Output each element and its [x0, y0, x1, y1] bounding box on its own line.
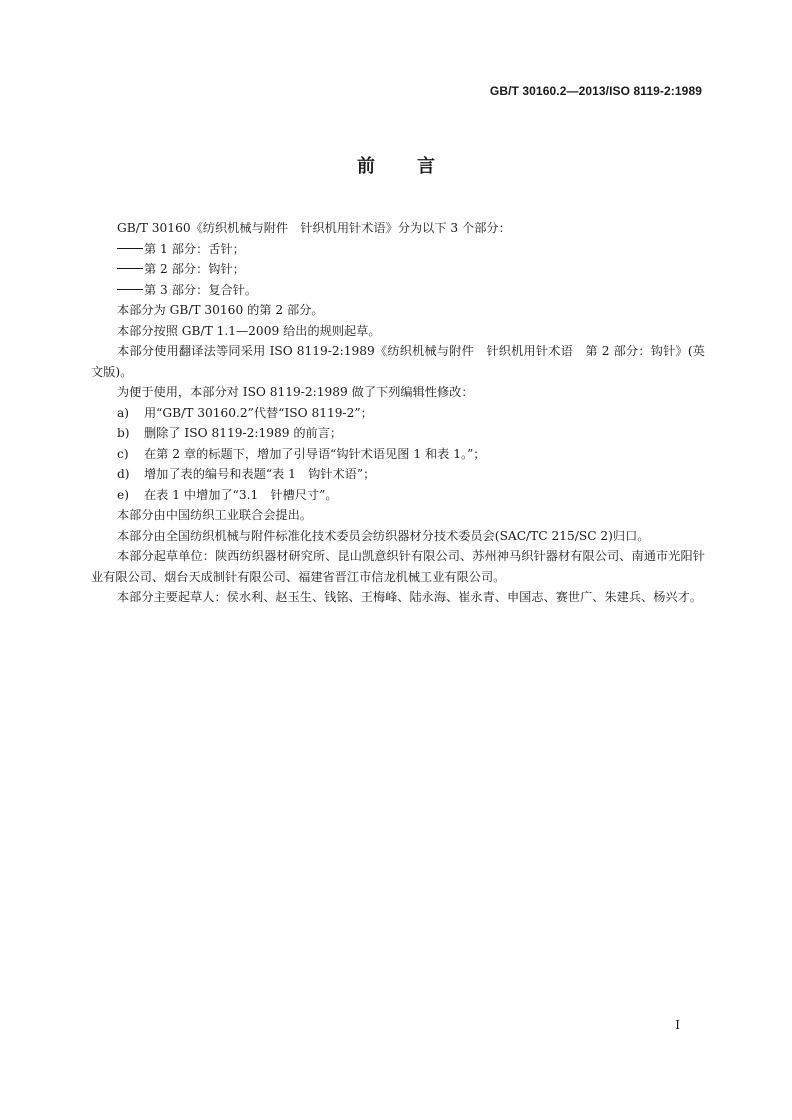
drafting-units-paragraph: 本部分起草单位：陕西纺织器材研究所、昆山凯意织针有限公司、苏州神马织针器材有限公司、南通市光阳针业有限公司、烟台天成制针有限公司、福建省晋江市信龙机械工业有限公司。 — [91, 549, 705, 584]
dash-icon — [117, 289, 143, 290]
modification-label: c) — [117, 446, 129, 461]
modification-label: e) — [117, 487, 129, 502]
modification-text: 删除了 ISO 8119-2:1989 的前言； — [144, 426, 343, 440]
this-part-paragraph: 本部分为 GB/T 30160 的第 2 部分。 — [117, 303, 324, 317]
modification-text: 用“GB/T 30160.2”代替“ISO 8119-2”； — [144, 405, 373, 420]
foreword-body — [91, 218, 705, 608]
modification-item — [117, 464, 705, 485]
modification-item — [117, 423, 705, 444]
proposed-by-paragraph: 本部分由中国纺织工业联合会提出。 — [117, 508, 312, 522]
part-label: 第 2 部分：钩针； — [144, 262, 245, 276]
centralized-by-paragraph: 本部分由全国纺织机械与附件标准化技术委员会纺织器材分技术委员会(SAC/TC 215/SC 2)归口。 — [117, 528, 650, 543]
modification-label: a) — [117, 405, 130, 420]
drafters-paragraph: 本部分主要起草人：侯水利、赵玉生、钱铭、王梅峰、陆永海、崔永青、申国志、赛世广、朱建兵、杨兴才。 — [117, 590, 702, 604]
part-list-item — [117, 259, 705, 280]
drafting-rules-paragraph: 本部分按照 GB/T 1.1—2009 给出的规则起草。 — [117, 323, 381, 338]
dash-icon — [117, 248, 143, 249]
dash-icon — [117, 268, 143, 269]
translation-paragraph: 本部分使用翻译法等同采用 ISO 8119-2:1989《纺织机械与附件 针织机用针术语 第 2 部分：钩针》(英文版)。 — [91, 344, 705, 379]
part-list-item — [117, 239, 705, 260]
modification-text: 在第 2 章的标题下，增加了引导语“钩针术语见图 1 和表 1。”； — [144, 446, 486, 461]
standard-number: GB/T 30160.2—2013/ISO 8119-2:1989 — [489, 84, 702, 98]
part-list-item — [117, 280, 705, 301]
part-label: 第 1 部分：舌针； — [144, 241, 245, 256]
intro-paragraph: GB/T 30160《纺织机械与附件 针织机用针术语》分为以下 3 个部分： — [117, 221, 511, 235]
page-number: I — [675, 1018, 680, 1032]
modification-item — [117, 403, 705, 424]
modification-text: 在表 1 中增加了“3.1 针槽尺寸”。 — [144, 487, 338, 502]
modification-label: b) — [117, 426, 130, 440]
part-label: 第 3 部分：复合针。 — [144, 282, 258, 297]
editorial-intro-paragraph: 为便于使用，本部分对 ISO 8119-2:1989 做了下列编辑性修改： — [117, 385, 474, 399]
modification-item — [117, 444, 705, 465]
page-title: 前言 — [357, 156, 477, 177]
modification-item — [117, 485, 705, 506]
modification-text: 增加了表的编号和表题“表 1 钩针术语”； — [144, 467, 376, 481]
modification-label: d) — [117, 467, 130, 481]
